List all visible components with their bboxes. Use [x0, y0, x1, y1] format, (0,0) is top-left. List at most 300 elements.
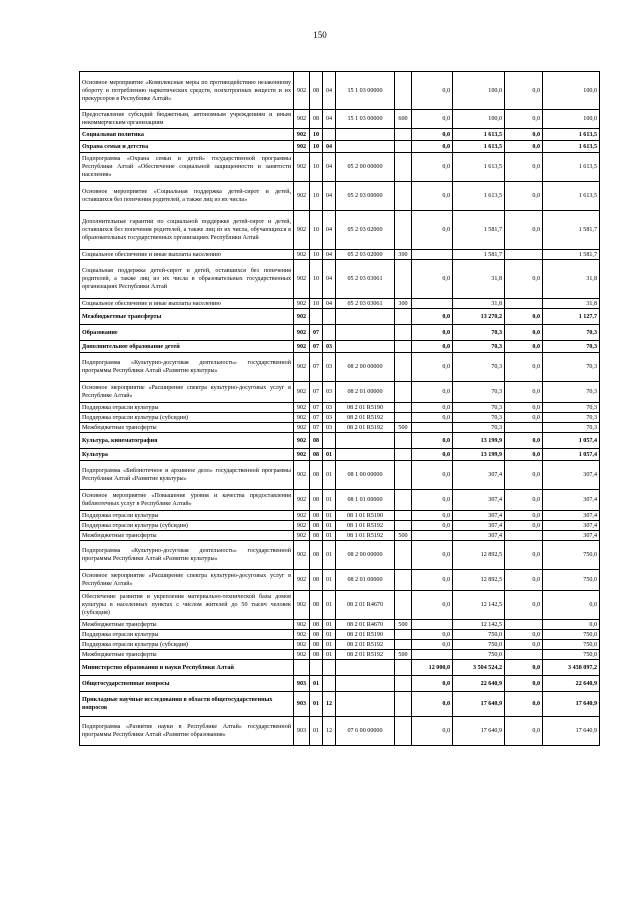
- row-value-2: 750,0: [453, 630, 505, 640]
- row-value-4: 70,3: [543, 382, 600, 403]
- row-grbs: 902: [294, 570, 310, 591]
- row-value-1: 0,0: [412, 570, 453, 591]
- row-value-4: 70,3: [543, 413, 600, 423]
- table-row: [80, 423, 600, 433]
- row-value-1: 0,0: [412, 353, 453, 382]
- row-value-4: 1 613,5: [543, 153, 600, 182]
- row-section: 07: [310, 423, 323, 433]
- row-grbs: 902: [294, 490, 310, 511]
- row-section: 08: [310, 591, 323, 620]
- row-value-2: 31,8: [453, 260, 505, 299]
- table-row: [80, 413, 600, 423]
- row-grbs: 902: [294, 182, 310, 211]
- row-value-1: 0,0: [412, 129, 453, 141]
- row-section: 08: [310, 72, 323, 110]
- row-expense-type: [395, 511, 412, 521]
- row-target-article: 08 1 01 00000: [336, 490, 395, 511]
- row-value-4: 22 640,9: [543, 676, 600, 692]
- row-value-1: 0,0: [412, 72, 453, 110]
- budget-table-body: [80, 72, 600, 746]
- row-expense-type: 500: [395, 650, 412, 660]
- table-row: [80, 211, 600, 250]
- row-section: 07: [310, 353, 323, 382]
- row-section: 01: [310, 717, 323, 746]
- row-value-4: 750,0: [543, 541, 600, 570]
- row-value-4: 70,3: [543, 353, 600, 382]
- row-section: 07: [310, 403, 323, 413]
- table-row: [80, 717, 600, 746]
- row-target-article: 05 2 03 03061: [336, 299, 395, 309]
- row-grbs: 902: [294, 382, 310, 403]
- row-value-1: 12 000,0: [412, 660, 453, 676]
- row-expense-type: [395, 570, 412, 591]
- row-expense-type: [395, 692, 412, 717]
- row-subsection: 04: [323, 250, 336, 260]
- row-expense-type: [395, 630, 412, 640]
- row-value-2: 307,4: [453, 521, 505, 531]
- row-grbs: 902: [294, 423, 310, 433]
- row-grbs: 902: [294, 341, 310, 353]
- row-expense-type: [395, 660, 412, 676]
- row-expense-type: 500: [395, 423, 412, 433]
- table-row: [80, 449, 600, 461]
- row-value-3: 0,0: [505, 461, 543, 490]
- row-section: 10: [310, 299, 323, 309]
- row-expense-type: 300: [395, 250, 412, 260]
- row-subsection: 01: [323, 570, 336, 591]
- row-value-3: 0,0: [505, 660, 543, 676]
- row-value-3: 0,0: [505, 110, 543, 129]
- table-row: [80, 640, 600, 650]
- row-grbs: 902: [294, 461, 310, 490]
- row-expense-type: [395, 640, 412, 650]
- row-target-article: 08 2 01 R5192: [336, 423, 395, 433]
- row-name: Межбюджетные трансферты: [80, 620, 294, 630]
- row-value-1: [412, 423, 453, 433]
- row-name: Поддержка отрасли культуры (субсидия): [80, 413, 294, 423]
- row-grbs: 902: [294, 449, 310, 461]
- row-value-2: 17 640,9: [453, 692, 505, 717]
- table-row: [80, 153, 600, 182]
- row-section: 10: [310, 141, 323, 153]
- row-section: 08: [310, 640, 323, 650]
- budget-table: [79, 71, 600, 746]
- row-value-4: 750,0: [543, 650, 600, 660]
- row-grbs: 902: [294, 403, 310, 413]
- row-section: 10: [310, 182, 323, 211]
- row-section: 08: [310, 541, 323, 570]
- table-row: [80, 72, 600, 110]
- row-expense-type: [395, 153, 412, 182]
- row-value-3: 0,0: [505, 182, 543, 211]
- row-name: Культура, кинематография: [80, 433, 294, 449]
- row-grbs: 903: [294, 717, 310, 746]
- row-expense-type: [395, 413, 412, 423]
- row-expense-type: 500: [395, 620, 412, 630]
- row-expense-type: [395, 403, 412, 413]
- row-value-1: 0,0: [412, 433, 453, 449]
- row-grbs: 902: [294, 630, 310, 640]
- row-expense-type: 600: [395, 110, 412, 129]
- row-value-4: 70,3: [543, 325, 600, 341]
- row-value-2: 307,4: [453, 531, 505, 541]
- row-target-article: 08 2 01 R4670: [336, 591, 395, 620]
- row-expense-type: [395, 309, 412, 325]
- row-name: Обеспечение развития и укрепления материально-технической базы домов культуры в населенных пунктах с числом жителей до 50 тысяч человек (субсидия): [80, 591, 294, 620]
- row-expense-type: [395, 490, 412, 511]
- row-name: Поддержка отрасли культуры: [80, 403, 294, 413]
- row-value-3: 0,0: [505, 309, 543, 325]
- row-grbs: 902: [294, 72, 310, 110]
- table-row: [80, 650, 600, 660]
- page-number: 150: [313, 30, 327, 40]
- row-value-1: 0,0: [412, 309, 453, 325]
- table-row: [80, 325, 600, 341]
- row-value-4: 0,0: [543, 591, 600, 620]
- row-grbs: 902: [294, 309, 310, 325]
- row-value-4: 100,0: [543, 72, 600, 110]
- row-target-article: [336, 660, 395, 676]
- row-section: 08: [310, 511, 323, 521]
- row-subsection: 03: [323, 353, 336, 382]
- row-subsection: 01: [323, 449, 336, 461]
- row-target-article: 08 2 00 00000: [336, 541, 395, 570]
- row-target-article: 05 2 00 00000: [336, 153, 395, 182]
- row-value-1: 0,0: [412, 260, 453, 299]
- row-section: 08: [310, 521, 323, 531]
- row-value-1: 0,0: [412, 640, 453, 650]
- row-value-4: 70,3: [543, 403, 600, 413]
- row-subsection: 01: [323, 620, 336, 630]
- row-value-3: 0,0: [505, 591, 543, 620]
- table-row: [80, 309, 600, 325]
- row-value-4: 750,0: [543, 640, 600, 650]
- row-expense-type: [395, 382, 412, 403]
- row-subsection: 01: [323, 650, 336, 660]
- row-grbs: 902: [294, 413, 310, 423]
- row-section: 10: [310, 211, 323, 250]
- row-expense-type: 500: [395, 531, 412, 541]
- row-value-4: 1 613,5: [543, 129, 600, 141]
- row-value-1: [412, 299, 453, 309]
- row-value-3: 0,0: [505, 260, 543, 299]
- row-subsection: 04: [323, 153, 336, 182]
- row-value-4: 1 613,5: [543, 141, 600, 153]
- row-value-3: 0,0: [505, 521, 543, 531]
- row-expense-type: [395, 433, 412, 449]
- row-subsection: 04: [323, 110, 336, 129]
- row-section: 10: [310, 153, 323, 182]
- row-value-3: 0,0: [505, 129, 543, 141]
- table-row: [80, 382, 600, 403]
- row-name: Поддержка отрасли культуры (субсидия): [80, 640, 294, 650]
- row-value-1: 0,0: [412, 591, 453, 620]
- row-grbs: 902: [294, 260, 310, 299]
- row-section: 07: [310, 325, 323, 341]
- row-grbs: 902: [294, 650, 310, 660]
- row-target-article: 08 2 01 00000: [336, 382, 395, 403]
- row-value-3: 0,0: [505, 141, 543, 153]
- row-value-1: 0,0: [412, 325, 453, 341]
- row-expense-type: 300: [395, 299, 412, 309]
- row-name: Социальная политика: [80, 129, 294, 141]
- row-name: Социальная поддержка детей-сирот и детей, оставшихся без попечения родителей, а также лиц из их числа в образовательных государственных организациях Республики Алтай: [80, 260, 294, 299]
- row-section: 08: [310, 433, 323, 449]
- row-value-3: 0,0: [505, 403, 543, 413]
- row-subsection: [323, 309, 336, 325]
- row-subsection: 04: [323, 260, 336, 299]
- row-grbs: [294, 660, 310, 676]
- row-value-2: 1 613,5: [453, 141, 505, 153]
- row-section: 01: [310, 692, 323, 717]
- table-row: [80, 341, 600, 353]
- row-value-3: [505, 423, 543, 433]
- row-value-3: [505, 620, 543, 630]
- row-value-4: 1 057,4: [543, 433, 600, 449]
- row-grbs: 902: [294, 141, 310, 153]
- row-section: 08: [310, 570, 323, 591]
- table-row: [80, 676, 600, 692]
- row-value-1: 0,0: [412, 630, 453, 640]
- row-subsection: 01: [323, 531, 336, 541]
- row-value-4: 1 613,5: [543, 182, 600, 211]
- row-value-3: 0,0: [505, 449, 543, 461]
- row-value-1: 0,0: [412, 403, 453, 413]
- row-section: 07: [310, 413, 323, 423]
- row-value-4: 307,4: [543, 490, 600, 511]
- row-target-article: 08 2 01 R5190: [336, 630, 395, 640]
- row-value-2: 307,4: [453, 490, 505, 511]
- table-row: [80, 141, 600, 153]
- row-value-2: 1 613,5: [453, 153, 505, 182]
- row-name: Основное мероприятие «Расширение спектра культурно-досуговых услуг в Республике Алтай»: [80, 570, 294, 591]
- row-name: Социальное обеспечение и иные выплаты населению: [80, 250, 294, 260]
- row-subsection: 01: [323, 640, 336, 650]
- row-target-article: 08 1 01 R5190: [336, 511, 395, 521]
- row-value-2: 3 504 524,2: [453, 660, 505, 676]
- row-name: Охрана семьи и детства: [80, 141, 294, 153]
- row-grbs: 902: [294, 353, 310, 382]
- row-expense-type: [395, 325, 412, 341]
- row-value-1: 0,0: [412, 461, 453, 490]
- row-value-3: [505, 299, 543, 309]
- row-name: Межбюджетные трансферты: [80, 423, 294, 433]
- row-value-2: 100,0: [453, 72, 505, 110]
- row-section: [310, 309, 323, 325]
- row-section: 08: [310, 110, 323, 129]
- row-value-3: 0,0: [505, 640, 543, 650]
- row-subsection: [323, 433, 336, 449]
- row-section: [310, 660, 323, 676]
- row-value-3: 0,0: [505, 413, 543, 423]
- row-value-2: 12 892,5: [453, 570, 505, 591]
- row-value-3: 0,0: [505, 676, 543, 692]
- row-value-1: 0,0: [412, 382, 453, 403]
- row-section: 08: [310, 461, 323, 490]
- row-value-4: 1 127,7: [543, 309, 600, 325]
- row-name: Поддержка отрасли культуры (субсидия): [80, 521, 294, 531]
- row-target-article: 08 2 01 00000: [336, 570, 395, 591]
- row-subsection: 03: [323, 423, 336, 433]
- row-name: Социальное обеспечение и иные выплаты населению: [80, 299, 294, 309]
- row-name: Общегосударственные вопросы: [80, 676, 294, 692]
- table-row: [80, 110, 600, 129]
- row-name: Прикладные научные исследования в области общегосударственных вопросов: [80, 692, 294, 717]
- row-section: 08: [310, 531, 323, 541]
- row-expense-type: [395, 521, 412, 531]
- row-subsection: 04: [323, 299, 336, 309]
- row-value-1: 0,0: [412, 413, 453, 423]
- row-target-article: 08 1 01 R5192: [336, 531, 395, 541]
- row-value-2: 307,4: [453, 511, 505, 521]
- row-section: 07: [310, 382, 323, 403]
- row-target-article: 08 1 01 R5192: [336, 521, 395, 531]
- row-value-3: 0,0: [505, 72, 543, 110]
- row-subsection: 01: [323, 461, 336, 490]
- row-section: 08: [310, 630, 323, 640]
- row-value-2: 70,3: [453, 353, 505, 382]
- row-value-1: [412, 620, 453, 630]
- row-target-article: 15 1 03 00000: [336, 72, 395, 110]
- row-expense-type: [395, 676, 412, 692]
- row-section: 10: [310, 250, 323, 260]
- row-name: Основное мероприятие «Социальная поддержка детей-сирот и детей, оставшихся без попечения родителей, а также лиц из их числа»: [80, 182, 294, 211]
- row-target-article: [336, 341, 395, 353]
- row-grbs: 902: [294, 325, 310, 341]
- row-value-2: 12 142,5: [453, 591, 505, 620]
- row-target-article: [336, 129, 395, 141]
- row-expense-type: [395, 141, 412, 153]
- row-value-4: 0,0: [543, 620, 600, 630]
- row-expense-type: [395, 129, 412, 141]
- row-name: Дополнительные гарантии по социальной поддержке детей-сирот и детей, оставшихся без попечения родителей, а также лиц из их числа, обучающихся в образовательных государственных организациях Республики Алтай: [80, 211, 294, 250]
- row-name: Поддержка отрасли культуры: [80, 511, 294, 521]
- table-row: [80, 403, 600, 413]
- row-target-article: [336, 433, 395, 449]
- table-row: [80, 660, 600, 676]
- row-value-3: 0,0: [505, 630, 543, 640]
- row-subsection: [323, 325, 336, 341]
- row-value-1: 0,0: [412, 211, 453, 250]
- row-value-1: 0,0: [412, 153, 453, 182]
- row-value-1: 0,0: [412, 692, 453, 717]
- row-value-2: 13 199,9: [453, 433, 505, 449]
- row-target-article: 08 2 01 R5190: [336, 403, 395, 413]
- row-subsection: [323, 129, 336, 141]
- row-value-1: 0,0: [412, 341, 453, 353]
- row-subsection: 01: [323, 591, 336, 620]
- row-value-3: 0,0: [505, 325, 543, 341]
- row-value-2: 307,4: [453, 461, 505, 490]
- row-grbs: 902: [294, 531, 310, 541]
- row-target-article: 08 2 01 R5192: [336, 640, 395, 650]
- row-grbs: 902: [294, 153, 310, 182]
- row-subsection: 03: [323, 403, 336, 413]
- row-expense-type: [395, 449, 412, 461]
- row-value-1: 0,0: [412, 490, 453, 511]
- row-value-3: [505, 531, 543, 541]
- table-row: [80, 692, 600, 717]
- row-subsection: 01: [323, 511, 336, 521]
- row-name: Культура: [80, 449, 294, 461]
- row-grbs: 902: [294, 211, 310, 250]
- row-value-2: 750,0: [453, 640, 505, 650]
- row-value-2: 13 270,2: [453, 309, 505, 325]
- row-value-2: 70,3: [453, 403, 505, 413]
- row-subsection: 04: [323, 211, 336, 250]
- row-section: 01: [310, 676, 323, 692]
- row-value-1: 0,0: [412, 541, 453, 570]
- row-target-article: 08 1 00 00000: [336, 461, 395, 490]
- row-name: Подпрограмма «Библиотечное и архивное дело» государственной программы Республики Алтай «Развитие культуры»: [80, 461, 294, 490]
- row-value-4: 31,8: [543, 299, 600, 309]
- row-grbs: 902: [294, 620, 310, 630]
- row-target-article: 08 2 00 00000: [336, 353, 395, 382]
- row-value-4: 750,0: [543, 630, 600, 640]
- row-grbs: 903: [294, 692, 310, 717]
- row-value-2: 1 613,5: [453, 129, 505, 141]
- row-name: Подпрограмма «Культурно-досуговая деятельность» государственной программы Республики Алтай «Развитие культуры»: [80, 541, 294, 570]
- row-value-4: 100,0: [543, 110, 600, 129]
- row-subsection: 01: [323, 490, 336, 511]
- row-value-2: 12 892,5: [453, 541, 505, 570]
- row-value-2: 70,3: [453, 423, 505, 433]
- row-grbs: 902: [294, 591, 310, 620]
- table-row: [80, 461, 600, 490]
- row-expense-type: [395, 211, 412, 250]
- table-row: [80, 591, 600, 620]
- table-row: [80, 260, 600, 299]
- row-name: Межбюджетные трансферты: [80, 309, 294, 325]
- row-target-article: 05 2 03 02000: [336, 211, 395, 250]
- row-value-1: 0,0: [412, 110, 453, 129]
- row-expense-type: [395, 461, 412, 490]
- table-row: [80, 630, 600, 640]
- row-value-2: 750,0: [453, 650, 505, 660]
- row-value-3: [505, 250, 543, 260]
- row-value-4: 750,0: [543, 570, 600, 591]
- row-grbs: 902: [294, 110, 310, 129]
- row-target-article: [336, 325, 395, 341]
- row-subsection: 04: [323, 141, 336, 153]
- row-expense-type: [395, 341, 412, 353]
- row-subsection: [323, 676, 336, 692]
- row-grbs: 902: [294, 250, 310, 260]
- row-name: Основное мероприятие «Расширение спектра культурно-досуговых услуг в Республике Алтай»: [80, 382, 294, 403]
- row-grbs: 902: [294, 299, 310, 309]
- row-grbs: 902: [294, 511, 310, 521]
- row-value-2: 13 199,9: [453, 449, 505, 461]
- row-expense-type: [395, 591, 412, 620]
- table-row: [80, 182, 600, 211]
- table-row: [80, 521, 600, 531]
- row-target-article: 08 2 01 R5192: [336, 650, 395, 660]
- row-name: Подпрограмма «Культурно-досуговая деятельность» государственной программы Республики Алтай «Развитие культуры»: [80, 353, 294, 382]
- row-value-3: 0,0: [505, 211, 543, 250]
- row-value-1: [412, 531, 453, 541]
- table-row: [80, 570, 600, 591]
- row-value-1: [412, 650, 453, 660]
- row-expense-type: [395, 260, 412, 299]
- row-expense-type: [395, 717, 412, 746]
- row-name: Дополнительное образование детей: [80, 341, 294, 353]
- row-value-1: 0,0: [412, 676, 453, 692]
- row-expense-type: [395, 541, 412, 570]
- row-name: Подпрограмма «Охрана семьи и детей» государственной программы Республики Алтай «Обеспечение социальной защищенности и занятости населения»: [80, 153, 294, 182]
- table-row: [80, 353, 600, 382]
- row-target-article: 05 2 03 02000: [336, 250, 395, 260]
- row-grbs: 903: [294, 676, 310, 692]
